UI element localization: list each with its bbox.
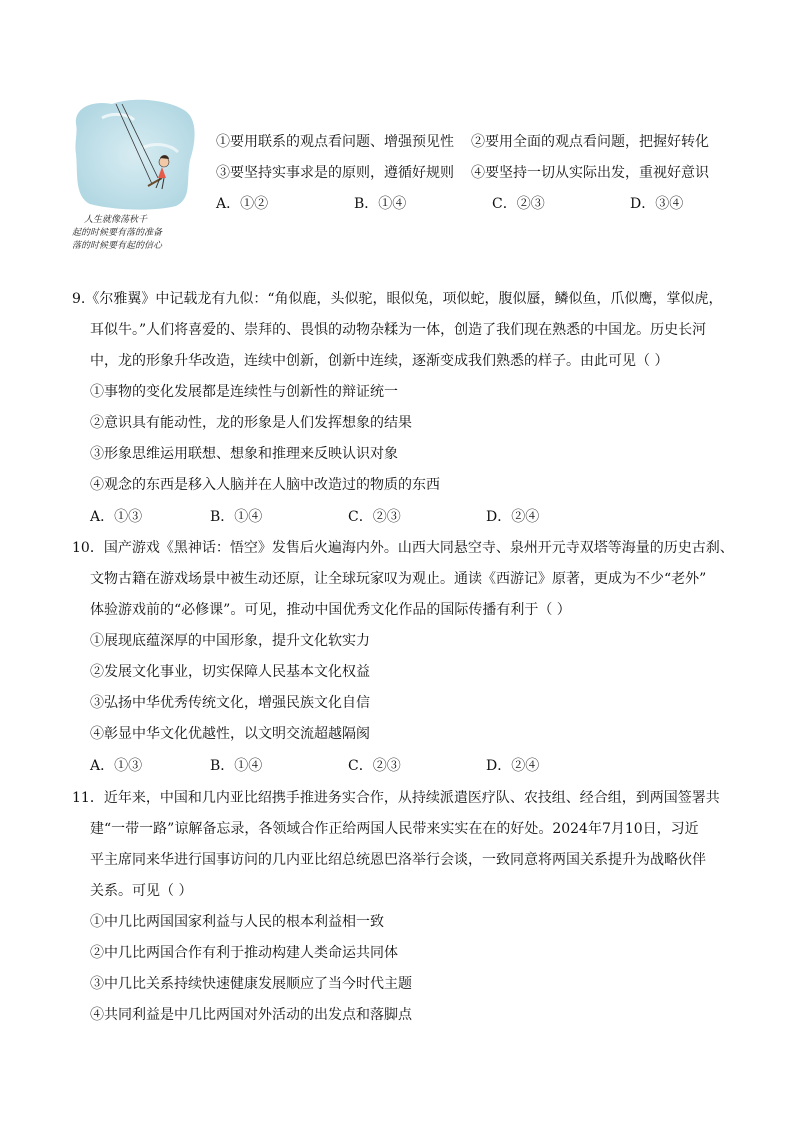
q11-text-line: 建“一带一路”谅解备忘录，各领域合作正给两国人民带来实实在在的好处。2024年7月10日，习近 bbox=[90, 821, 699, 837]
caption-line: 起的时候要有落的准备 bbox=[72, 228, 163, 238]
q9-statement-1: ①事物的变化发展都是连续性与创新性的辩证统一 bbox=[90, 384, 398, 400]
q10-choice-d[interactable]: D．②④ bbox=[486, 758, 540, 774]
swing-illustration bbox=[72, 98, 200, 258]
q11-statement-1: ①中几比两国国家利益与人民的根本利益相一致 bbox=[90, 914, 384, 930]
q11-text-line: 11．近年来，中国和几内亚比绍携手推进务实合作，从持续派遣医疗队、农技组、经合组，到两国签署共 bbox=[72, 790, 720, 806]
q8-statement-1: ①要用联系的观点看问题、增强预见性 bbox=[216, 134, 454, 150]
q8-statement-3: ③要坚持实事求是的原则，遵循好规则 bbox=[216, 165, 454, 181]
q9-choice-d[interactable]: D．②④ bbox=[486, 509, 540, 525]
q9-choice-c[interactable]: C．②③ bbox=[348, 509, 401, 525]
q11-text-line: 关系。可见（ ） bbox=[90, 883, 193, 899]
q11-statement-4: ④共同利益是中几比两国对外活动的出发点和落脚点 bbox=[90, 1007, 412, 1023]
q10-choice-a[interactable]: A．①③ bbox=[90, 758, 143, 774]
q10-choice-b[interactable]: B．①④ bbox=[210, 758, 263, 774]
caption-line: 落的时候要有起的信心 bbox=[72, 241, 163, 251]
q8-statement-row-1 bbox=[216, 133, 776, 151]
q8-statement-2: ②要用全面的观点看问题，把握好转化 bbox=[471, 134, 709, 150]
q8-choice-d[interactable]: D．③④ bbox=[630, 196, 684, 212]
q8-statement-4: ④要坚持一切从实际出发，重视好意识 bbox=[471, 165, 709, 181]
q10-text-line: 10．国产游戏《黑神话：悟空》发售后火遍海内外。山西大同悬空寺、泉州开元寺双塔等海量的历史古刹、 bbox=[72, 540, 734, 556]
illustration-caption bbox=[72, 214, 202, 253]
q9-choice-b[interactable]: B．①④ bbox=[210, 509, 263, 525]
q9-choices bbox=[90, 508, 690, 526]
q9-statement-3: ③形象思维运用联想、想象和推理来反映认识对象 bbox=[90, 446, 398, 462]
q8-choices bbox=[216, 195, 776, 213]
q9-statement-4: ④观念的东西是移入人脑并在人脑中改造过的物质的东西 bbox=[90, 477, 440, 493]
q9-text-line: 中，龙的形象升华改造，连续中创新，创新中连续，逐渐变成我们熟悉的样子。由此可见（ ） bbox=[90, 353, 669, 369]
q10-text-line: 体验游戏前的“必修课”。可见，推动中国优秀文化作品的国际传播有利于（ ） bbox=[90, 602, 571, 618]
swing-icon bbox=[72, 98, 198, 210]
q10-text-line: 文物古籍在游戏场景中被生动还原，让全球玩家叹为观止。通读《西游记》原著，更成为不少“老外” bbox=[90, 571, 707, 587]
q11-statement-2: ②中几比两国合作有利于推动构建人类命运共同体 bbox=[90, 945, 398, 961]
q10-statement-4: ④彰显中华文化优越性，以文明交流超越隔阂 bbox=[90, 726, 370, 742]
q9-statement-2: ②意识具有能动性，龙的形象是人们发挥想象的结果 bbox=[90, 415, 412, 431]
q8-choice-b[interactable]: B．①④ bbox=[354, 196, 407, 212]
q10-statement-3: ③弘扬中华优秀传统文化，增强民族文化自信 bbox=[90, 695, 370, 711]
caption-line: 人生就像荡秋千 bbox=[84, 215, 148, 225]
q9-text-line: 9.《尔雅翼》中记载龙有九似：“角似鹿，头似驼，眼似兔，项似蛇，腹似蜃，鳞似鱼，爪似鹰，掌似虎， bbox=[72, 291, 723, 307]
q8-choice-a[interactable]: A．①② bbox=[216, 196, 269, 212]
q10-statement-2: ②发展文化事业，切实保障人民基本文化权益 bbox=[90, 664, 370, 680]
q11-statement-3: ③中几比关系持续快速健康发展顺应了当今时代主题 bbox=[90, 976, 412, 992]
q9-text-line: 耳似牛。”人们将喜爱的、崇拜的、畏惧的动物杂糅为一体，创造了我们现在熟悉的中国龙。历史长河 bbox=[90, 322, 707, 338]
q10-choices bbox=[90, 757, 690, 775]
q11-text-line: 平主席同来华进行国事访问的几内亚比绍总统恩巴洛举行会谈，一致同意将两国关系提升为战略伙伴 bbox=[90, 852, 706, 868]
q8-choice-c[interactable]: C．②③ bbox=[492, 196, 545, 212]
q10-statement-1: ①展现底蕴深厚的中国形象，提升文化软实力 bbox=[90, 633, 370, 649]
q9-choice-a[interactable]: A．①③ bbox=[90, 509, 143, 525]
q8-statement-row-2 bbox=[216, 164, 776, 182]
q10-choice-c[interactable]: C．②③ bbox=[348, 758, 401, 774]
